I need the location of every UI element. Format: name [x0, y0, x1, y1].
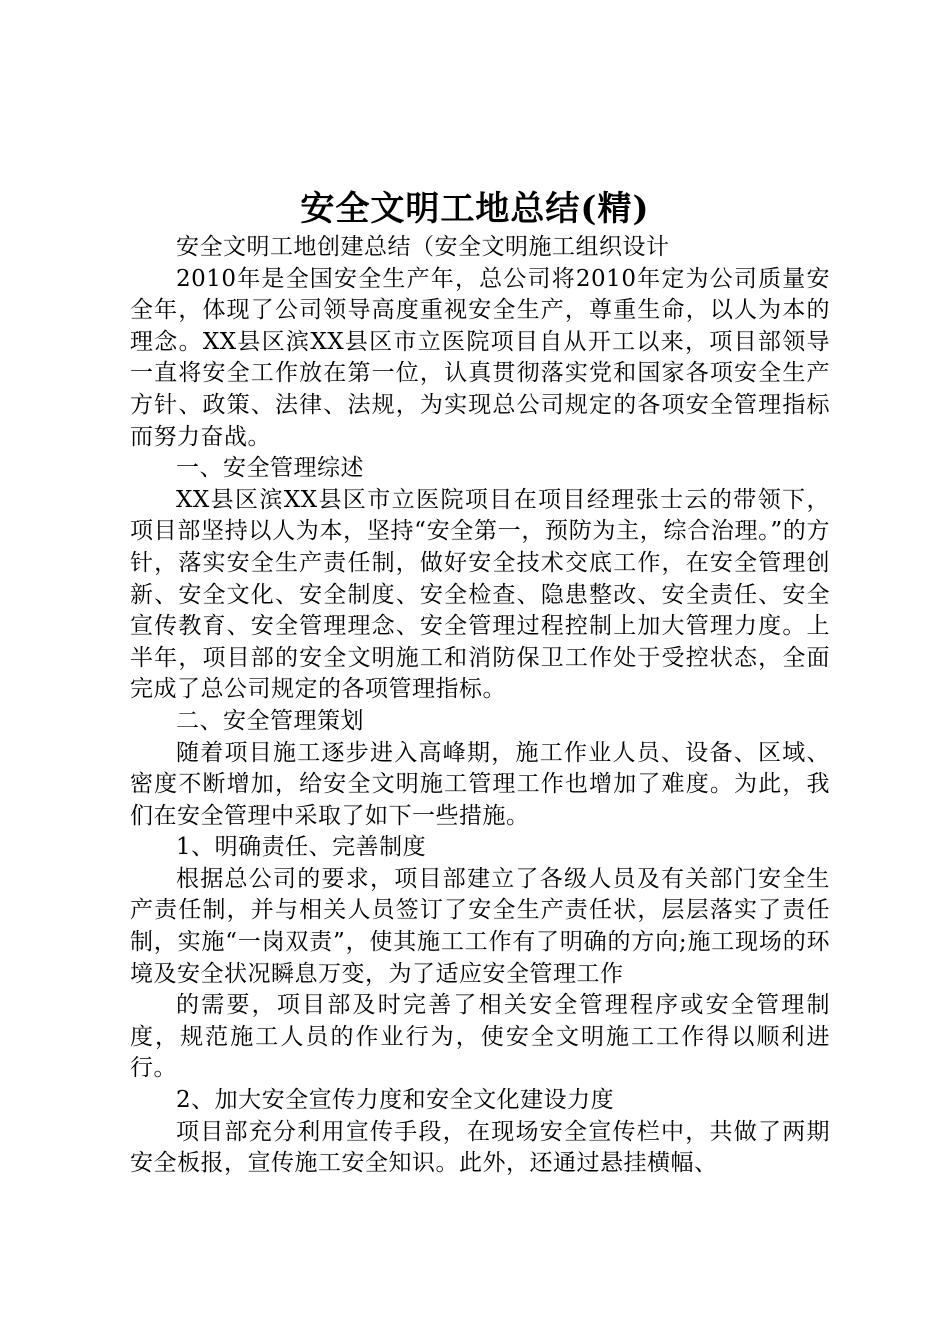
paragraph-responsibility-continued: 的需要，项目部及时完善了相关安全管理程序或安全管理制度，规范施工人员的作业行为，使安全文明施工工作得以顺利进行。	[130, 992, 830, 1082]
paragraph-intro: 2010年是全国安全生产年，总公司将2010年定为公司质量安全年，体现了公司领导高度重视安全生产，尊重生命，以人为本的理念。XX县区滨XX县区市立医院项目自从开工以来，项目部领导一直将安全工作放在第一位，认真贯彻落实党和国家各项安全生产方针、政策、法律、法规，为实现总公司规定的各项安全管理指标而努力奋战。	[130, 265, 830, 450]
subsection-heading-publicity: 2、加大安全宣传力度和安全文化建设力度	[176, 1087, 615, 1114]
section-heading-overview: 一、安全管理综述	[176, 455, 364, 482]
document-title: 安全文明工地总结(精)	[300, 189, 650, 229]
paragraph-overview: XX县区滨XX县区市立医院项目在项目经理张士云的带领下，项目部坚持以人为本，坚持“安全第一，预防为主，综合治理。”的方针，落实安全生产责任制，做好安全技术交底工作，在安全管理创新、安全文化、安全制度、安全检查、隐患整改、安全责任、安全宣传教育、安全管理理念、安全管理过程控制上加大管理力度。上半年，项目部的安全文明施工和消防保卫工作处于受控状态，全面完成了总公司规定的各项管理指标。	[130, 486, 830, 703]
paragraph-planning: 随着项目施工逐步进入高峰期，施工作业人员、设备、区域、密度不断增加，给安全文明施工管理工作也增加了难度。为此，我们在安全管理中采取了如下一些措施。	[130, 739, 830, 829]
subsection-heading-responsibility: 1、明确责任、完善制度	[176, 834, 427, 861]
paragraph-publicity: 项目部充分利用宣传手段，在现场安全宣传栏中，共做了两期安全板报，宣传施工安全知识。此外，还通过悬挂横幅、	[130, 1118, 830, 1177]
section-heading-planning: 二、安全管理策划	[176, 707, 364, 734]
paragraph-subtitle: 安全文明工地创建总结（安全文明施工组织设计	[176, 234, 670, 260]
paragraph-responsibility: 根据总公司的要求，项目部建立了各级人员及有关部门安全生产责任制，并与相关人员签订了安全生产责任状，层层落实了责任制，实施“一岗双责”，使其施工工作有了明确的方向;施工现场的环境及安全状况瞬息万变，为了适应安全管理工作	[130, 865, 830, 987]
document-body	[130, 232, 830, 1180]
